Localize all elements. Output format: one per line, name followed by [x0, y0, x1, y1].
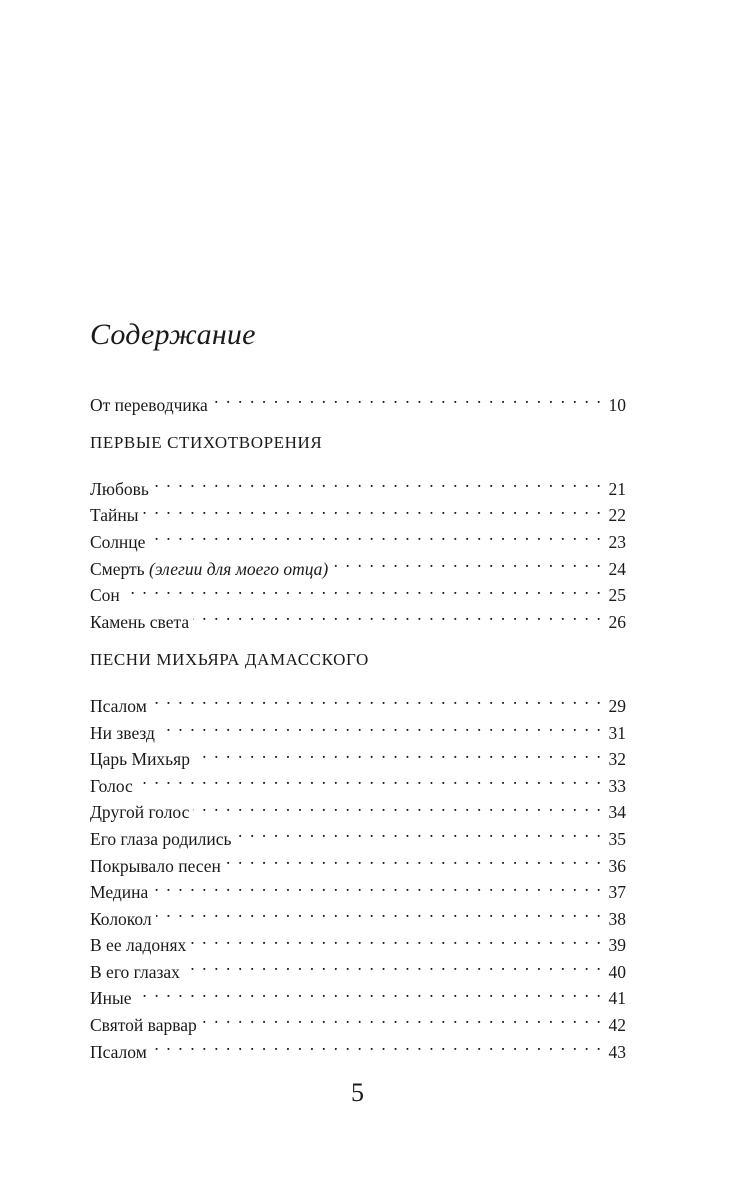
toc-entry[interactable]	[90, 601, 626, 632]
dot-leader	[156, 898, 603, 925]
toc-entry-translator-note[interactable]	[90, 384, 626, 415]
toc-entry-page: 41	[608, 988, 626, 1009]
toc-entry-title: В ее ладонях	[90, 935, 187, 956]
toc-entry-page: 29	[608, 695, 626, 716]
toc-entry-title: Его глаза родились	[90, 828, 232, 849]
dot-leader	[137, 765, 603, 792]
dot-leader	[159, 712, 603, 739]
toc-entry-title: Другой голос	[90, 802, 190, 823]
toc-entry-title: Медина	[90, 882, 149, 903]
toc-entry-page: 31	[608, 722, 626, 743]
dot-leader	[225, 845, 603, 872]
toc-entry[interactable]	[90, 792, 626, 823]
toc-entry-title: Царь Михьяр	[90, 749, 190, 770]
toc-entry-title: Покрывало песен	[90, 855, 221, 876]
dot-leader	[236, 818, 603, 845]
page-number: 5	[351, 1078, 364, 1107]
toc-entry-page: 32	[608, 749, 626, 770]
dot-leader	[212, 384, 603, 411]
table-of-contents	[90, 384, 626, 1062]
dot-leader	[136, 978, 603, 1005]
dot-leader	[332, 548, 602, 575]
toc-entry[interactable]	[90, 765, 626, 796]
toc-entry-title: Любовь	[90, 478, 149, 499]
toc-entry-page: 35	[608, 828, 626, 849]
toc-entry[interactable]	[90, 548, 626, 579]
toc-entry-title: От переводчика	[90, 394, 208, 415]
toc-entry-page: 37	[608, 882, 626, 903]
toc-entry-page: 21	[608, 478, 626, 499]
toc-entry-title: Сон	[90, 585, 120, 606]
toc-entry-title: Иные	[90, 988, 132, 1009]
dot-leader	[152, 872, 602, 899]
toc-entry[interactable]	[90, 685, 626, 716]
toc-entry-subtitle: (элегии для моего отца)	[149, 558, 329, 579]
toc-entry-title: Тайны	[90, 505, 139, 526]
toc-entry-page: 36	[608, 855, 626, 876]
toc-entry-title: Камень света	[90, 611, 190, 632]
toc-entry[interactable]	[90, 521, 626, 552]
toc-entry-page: 22	[608, 505, 626, 526]
dot-leader	[193, 601, 602, 628]
toc-entry-page: 26	[608, 611, 626, 632]
page-title: Содержание	[90, 318, 256, 351]
dot-leader	[151, 685, 603, 712]
toc-entry-page: 34	[608, 802, 626, 823]
toc-entry[interactable]	[90, 925, 626, 956]
toc-entry-page: 39	[608, 935, 626, 956]
dot-leader	[153, 468, 603, 495]
toc-entry-title: Псалом	[90, 1041, 147, 1062]
toc-entry-page: 40	[608, 961, 626, 982]
dot-leader	[184, 951, 603, 978]
dot-leader	[124, 575, 603, 602]
toc-entry[interactable]	[90, 978, 626, 1009]
dot-leader	[193, 792, 602, 819]
toc-entry-title: В его глазах	[90, 961, 180, 982]
toc-entry-main-title: Смерть	[90, 558, 145, 579]
toc-entry-page: 24	[608, 558, 626, 579]
toc-entry[interactable]	[90, 1004, 626, 1036]
toc-entry[interactable]	[90, 898, 626, 929]
section-heading-mihyar-songs: ПЕСНИ МИХЬЯРА ДАМАССКОГО	[90, 649, 369, 669]
toc-entry[interactable]	[90, 872, 626, 903]
toc-entry-title: Ни звезд	[90, 722, 155, 743]
toc-entry[interactable]	[90, 712, 626, 743]
dot-leader	[151, 1031, 603, 1058]
toc-entry-page: 10	[608, 394, 626, 415]
toc-entry-page: 38	[608, 908, 626, 929]
dot-leader	[143, 495, 603, 522]
toc-entry-title: Псалом	[90, 695, 147, 716]
dot-leader	[194, 739, 603, 766]
dot-leader	[149, 521, 602, 548]
toc-entry-page: 42	[608, 1015, 626, 1036]
toc-entry-page: 33	[608, 775, 626, 796]
toc-entry-title: Солнце	[90, 531, 146, 552]
toc-entry-title: Голос	[90, 775, 133, 796]
toc-entry-title: Святой варвар	[90, 1015, 197, 1036]
toc-entry-page: 43	[608, 1041, 626, 1062]
toc-entry-title: Колокол	[90, 908, 152, 929]
toc-entry[interactable]	[90, 575, 626, 606]
dot-leader	[190, 925, 602, 952]
section-heading-first-poems: ПЕРВЫЕ СТИХОТВОРЕНИЯ	[90, 432, 323, 452]
toc-entry[interactable]	[90, 468, 626, 499]
toc-entry-page: 25	[608, 585, 626, 606]
toc-entry-page: 23	[608, 531, 626, 552]
dot-leader	[201, 1004, 603, 1031]
toc-entry[interactable]	[90, 739, 626, 770]
toc-entry[interactable]	[90, 1031, 626, 1062]
toc-entry[interactable]	[90, 495, 626, 526]
